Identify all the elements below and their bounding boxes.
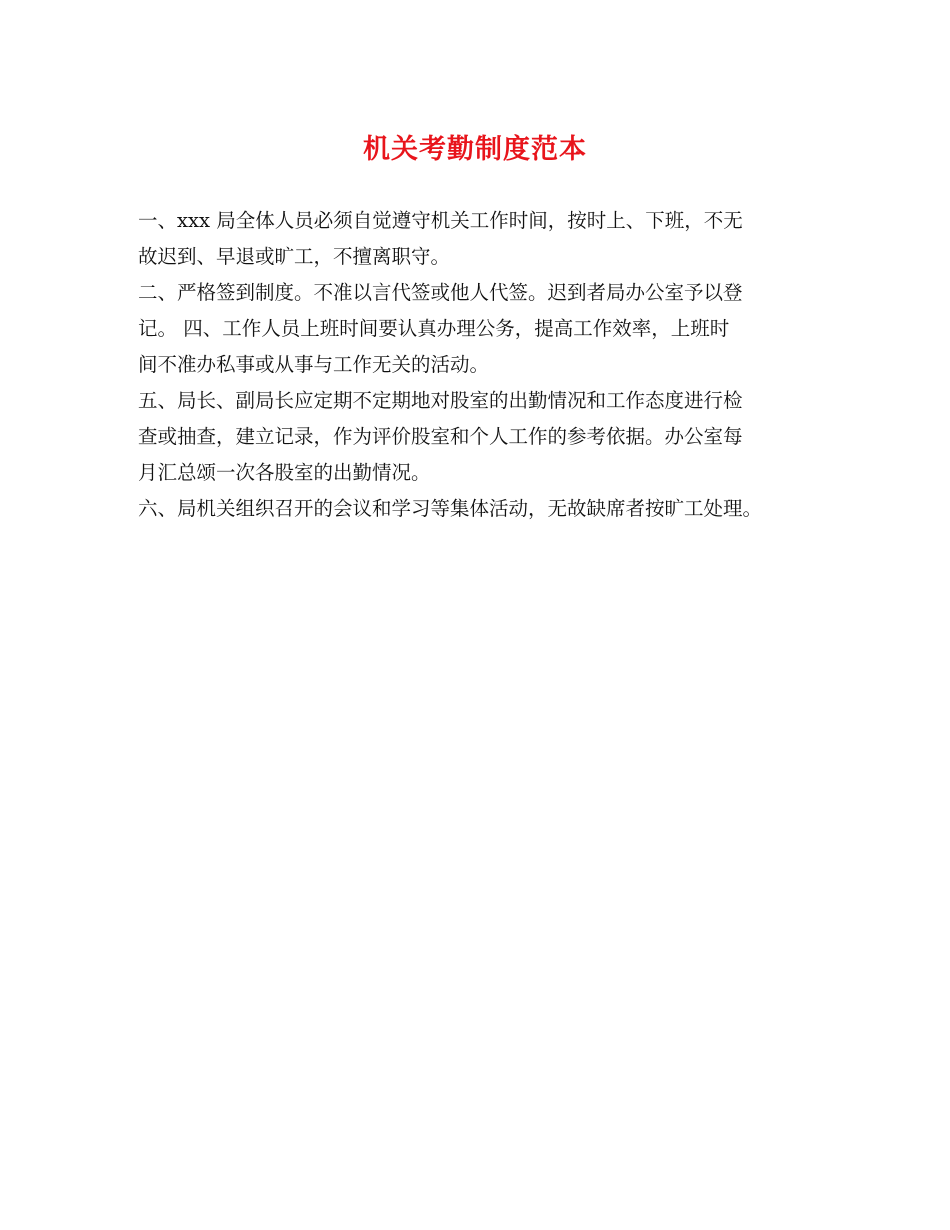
body-line: 五、局长、副局长应定期不定期地对股室的出勤情况和工作态度进行检: [138, 389, 743, 412]
body-line: 月汇总颂一次各股室的出勤情况。: [138, 461, 431, 484]
body-line: 一、xxx 局全体人员必须自觉遵守机关工作时间，按时上、下班，不无: [138, 209, 743, 232]
body-line: 间不准办私事或从事与工作无关的活动。: [138, 353, 490, 376]
body-line: 记。 四、工作人员上班时间要认真办理公务，提高工作效率，上班时: [138, 317, 730, 340]
body-line: 六、局机关组织召开的会议和学习等集体活动，无故缺席者按旷工处理。: [138, 497, 763, 520]
body-line: 查或抽查，建立记录，作为评价股室和个人工作的参考依据。办公室每: [138, 425, 743, 448]
document-title: 机关考勤制度范本: [363, 134, 587, 165]
body-line: 故迟到、早退或旷工，不擅离职守。: [138, 245, 451, 268]
document-body: [138, 203, 838, 527]
body-line: 二、严格签到制度。不准以言代签或他人代签。迟到者局办公室予以登: [138, 281, 743, 304]
